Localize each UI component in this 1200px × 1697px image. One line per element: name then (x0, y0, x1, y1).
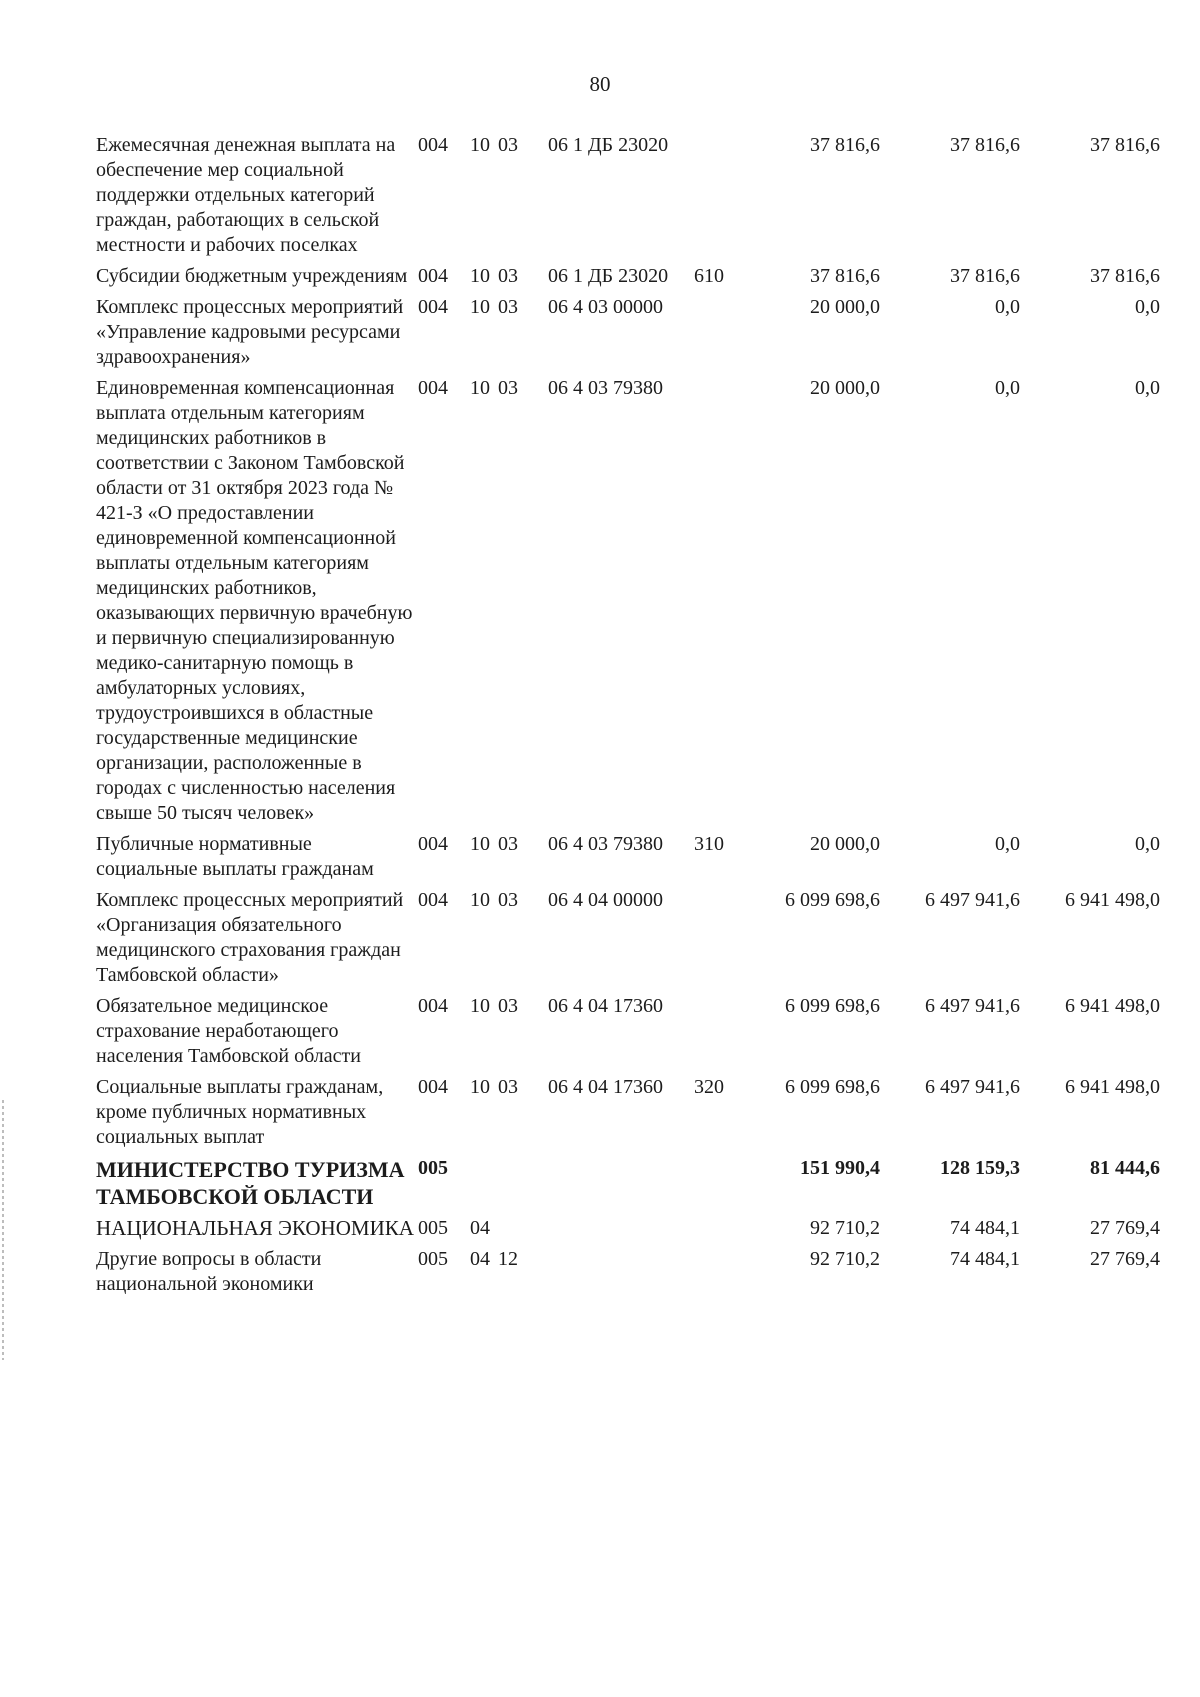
amount-year-3: 37 816,6 (1090, 134, 1160, 156)
table-row (96, 295, 1160, 376)
expense-type-code: 320 (694, 1076, 724, 1098)
ministry-code: 004 (418, 1076, 448, 1098)
amount-year-1: 37 816,6 (810, 134, 880, 156)
subsection-code: 03 (498, 134, 518, 156)
amount-year-1: 6 099 698,6 (785, 1076, 880, 1098)
expense-type-code (694, 1216, 740, 1247)
amount-year-2: 74 484,1 (950, 1217, 1020, 1239)
target-article-code: 06 4 03 00000 (548, 296, 663, 318)
table-row (96, 133, 1160, 264)
target-article-code (548, 1216, 694, 1247)
table-row (96, 1156, 1160, 1216)
amount-year-1: 92 710,2 (810, 1217, 880, 1239)
amount-year-3: 27 769,4 (1090, 1217, 1160, 1239)
budget-table (96, 133, 1160, 1303)
row-name: Другие вопросы в области национальной экономики (96, 1248, 322, 1295)
section-code: 10 (470, 296, 490, 318)
subsection-code: 03 (498, 377, 518, 399)
section-code: 10 (470, 377, 490, 399)
row-name: Субсидии бюджетным учреждениям (96, 265, 408, 287)
subsection-code: 03 (498, 833, 518, 855)
row-name: Комплекс процессных мероприятий «Организация обязательного медицинского страхования граждан Тамбовской области» (96, 889, 404, 986)
section-code: 10 (470, 889, 490, 911)
amount-year-2: 6 497 941,6 (925, 995, 1020, 1017)
amount-year-2: 37 816,6 (950, 134, 1020, 156)
target-article-code (548, 1156, 694, 1216)
row-name: Социальные выплаты гражданам, кроме публичных нормативных социальных выплат (96, 1076, 384, 1148)
amount-year-2: 37 816,6 (950, 265, 1020, 287)
subsection-code: 03 (498, 265, 518, 287)
expense-type-code (694, 888, 740, 994)
expense-type-code (694, 1247, 740, 1303)
subsection-code: 12 (498, 1248, 518, 1270)
table-row (96, 994, 1160, 1075)
expense-type-code (694, 295, 740, 376)
ministry-code: 005 (418, 1217, 448, 1239)
subsection-code: 03 (498, 1076, 518, 1098)
amount-year-3: 6 941 498,0 (1065, 995, 1160, 1017)
ministry-code: 004 (418, 296, 448, 318)
row-name: Ежемесячная денежная выплата на обеспечение мер социальной поддержки отдельных категорий граждан, работающих в сельской местности и рабочих поселках (96, 134, 396, 256)
section-code: 10 (470, 134, 490, 156)
amount-year-3: 37 816,6 (1090, 265, 1160, 287)
section-code: 10 (470, 833, 490, 855)
section-code (470, 1156, 498, 1216)
amount-year-3: 6 941 498,0 (1065, 1076, 1160, 1098)
amount-year-3: 6 941 498,0 (1065, 889, 1160, 911)
section-code: 04 (470, 1248, 490, 1270)
row-name: Единовременная компенсационная выплата отдельным категориям медицинских работников в соответствии с Законом Тамбовской области от 31 октября 2023 года № 421-З «О предоставлении единовременной компенсационной выплаты отдельным категориям медицинских работников, оказывающих первичную врачебную и первичную специализированную медико-санитарную помощь в амбулаторных условиях, трудоустроившихся в областные государственные медицинские организации, расположенные в городах с численностью населения свыше 50 тысяч человек» (96, 377, 413, 824)
ministry-code: 004 (418, 995, 448, 1017)
row-name: Комплекс процессных мероприятий «Управление кадровыми ресурсами здравоохранения» (96, 296, 404, 368)
amount-year-2: 128 159,3 (940, 1157, 1020, 1179)
target-article-code (548, 1247, 694, 1303)
amount-year-3: 27 769,4 (1090, 1248, 1160, 1270)
expense-type-code (694, 376, 740, 832)
table-row (96, 1216, 1160, 1247)
amount-year-2: 6 497 941,6 (925, 889, 1020, 911)
table-row (96, 376, 1160, 832)
ministry-code: 005 (418, 1157, 448, 1179)
amount-year-2: 6 497 941,6 (925, 1076, 1020, 1098)
ministry-code: 005 (418, 1248, 448, 1270)
amount-year-1: 6 099 698,6 (785, 889, 880, 911)
page-number: 80 (589, 72, 611, 96)
amount-year-1: 37 816,6 (810, 265, 880, 287)
row-name: МИНИСТЕРСТВО ТУРИЗМА ТАМБОВСКОЙ ОБЛАСТИ (96, 1157, 405, 1209)
amount-year-2: 0,0 (995, 296, 1020, 318)
section-code: 10 (470, 995, 490, 1017)
target-article-code: 06 4 03 79380 (548, 833, 663, 855)
amount-year-1: 20 000,0 (810, 833, 880, 855)
subsection-code: 03 (498, 889, 518, 911)
amount-year-3: 81 444,6 (1090, 1157, 1160, 1179)
section-code: 10 (470, 265, 490, 287)
table-row (96, 832, 1160, 888)
ministry-code: 004 (418, 833, 448, 855)
amount-year-2: 0,0 (995, 377, 1020, 399)
ministry-code: 004 (418, 134, 448, 156)
table-row (96, 264, 1160, 295)
amount-year-2: 74 484,1 (950, 1248, 1020, 1270)
amount-year-2: 0,0 (995, 833, 1020, 855)
ministry-code: 004 (418, 265, 448, 287)
amount-year-1: 20 000,0 (810, 377, 880, 399)
target-article-code: 06 1 ДБ 23020 (548, 265, 669, 287)
target-article-code: 06 4 04 17360 (548, 995, 663, 1017)
target-article-code: 06 1 ДБ 23020 (548, 134, 669, 156)
expense-type-code (694, 1156, 740, 1216)
expense-type-code (694, 994, 740, 1075)
target-article-code: 06 4 03 79380 (548, 377, 663, 399)
amount-year-1: 92 710,2 (810, 1248, 880, 1270)
section-code: 10 (470, 1076, 490, 1098)
subsection-code (498, 1156, 548, 1216)
row-name: Обязательное медицинское страхование неработающего населения Тамбовской области (96, 995, 361, 1067)
scan-edge-mark (2, 1100, 4, 1360)
expense-type-code: 310 (694, 833, 724, 855)
ministry-code: 004 (418, 889, 448, 911)
subsection-code: 03 (498, 296, 518, 318)
amount-year-1: 6 099 698,6 (785, 995, 880, 1017)
amount-year-1: 151 990,4 (800, 1157, 880, 1179)
amount-year-3: 0,0 (1135, 296, 1160, 318)
row-name: Публичные нормативные социальные выплаты гражданам (96, 833, 374, 880)
ministry-code: 004 (418, 377, 448, 399)
expense-type-code: 610 (694, 265, 724, 287)
table-row (96, 1247, 1160, 1303)
amount-year-3: 0,0 (1135, 377, 1160, 399)
expense-type-code (694, 133, 740, 264)
section-code: 04 (470, 1217, 490, 1239)
target-article-code: 06 4 04 17360 (548, 1076, 663, 1098)
target-article-code: 06 4 04 00000 (548, 889, 663, 911)
amount-year-3: 0,0 (1135, 833, 1160, 855)
amount-year-1: 20 000,0 (810, 296, 880, 318)
subsection-code (498, 1216, 548, 1247)
subsection-code: 03 (498, 995, 518, 1017)
table-row (96, 1075, 1160, 1156)
table-row (96, 888, 1160, 994)
row-name: НАЦИОНАЛЬНАЯ ЭКОНОМИКА (96, 1216, 414, 1240)
